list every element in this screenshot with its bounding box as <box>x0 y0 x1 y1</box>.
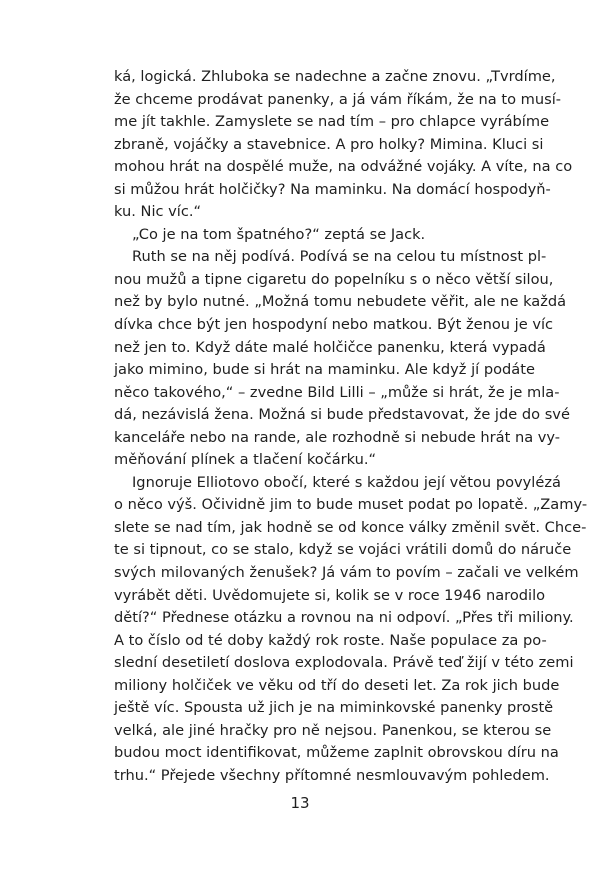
text-line: ještě víc. Spousta už jich je na miminkovské panenky prostě <box>114 699 554 717</box>
text-line: než by bylo nutné. „Možná tomu nebudete věřit, ale ne každá <box>114 293 567 311</box>
text-line: te si tipnout, co se stalo, když se vojáci vrátili domů do náruče <box>114 541 572 559</box>
text-line: dětí?“ Přednese otázku a rovnou na ni odpoví. „Přes tři miliony. <box>114 609 574 627</box>
text-line: nou mužů a tipne cigaretu do popelníku s o něco větší silou, <box>114 270 554 288</box>
text-line: me jít takhle. Zamyslete se nad tím – pro chlapce vyrábíme <box>114 113 550 131</box>
text-line: velká, ale jiné hračky pro ně nejsou. Panenkou, se kterou se <box>114 721 552 739</box>
text-line: kanceláře nebo na rande, ale rozhodně si nebude hrát na vy- <box>114 428 561 446</box>
text-line: ká, logická. Zhluboka se nadechne a začne znovu. „Tvrdíme, <box>114 68 556 85</box>
text-line: si můžou hrát holčičky? Na maminku. Na domácí hospodyň- <box>114 180 551 198</box>
text-line: měňování plínek a tlačení kočárku.“ <box>114 451 377 469</box>
text-line: slední desetiletí doslova explodovala. Právě teď žijí v této zemi <box>114 654 574 672</box>
text-line: dá, nezávislá žena. Možná si bude představovat, že jde do své <box>114 406 570 424</box>
text-line: svých milovaných ženušek? Já vám to povím – začali ve velkém <box>114 564 579 582</box>
text-line: něco takového,“ – zvedne Bild Lilli – „může si hrát, že je mla- <box>114 383 560 401</box>
body-text <box>114 66 588 788</box>
page-number: 13 <box>290 794 310 812</box>
text-line: dívka chce být jen hospodyní nebo matkou. Být ženou je víc <box>114 316 554 334</box>
text-line: trhu.“ Přejede všechny přítomné nesmlouvavým pohledem. <box>114 766 550 784</box>
text-line: Ruth se na něj podívá. Podívá se na celou tu místnost pl- <box>132 248 547 266</box>
text-line: než jen to. Když dáte malé holčičce panenku, která vypadá <box>114 338 546 356</box>
text-line: mohou hrát na dospělé muže, na odvážné vojáky. A víte, na co <box>114 158 573 176</box>
text-line: miliony holčiček ve věku od tří do deseti let. Za rok jich bude <box>114 676 560 694</box>
text-line: A to číslo od té doby každý rok roste. Naše populace za po- <box>114 631 547 649</box>
text-line: Ignoruje Elliotovo obočí, které s každou její větou povylézá <box>132 473 561 491</box>
text-line: o něco výš. Očividně jim to bude muset podat po lopatě. „Zamy- <box>114 496 588 514</box>
text-line: vyrábět děti. Uvědomujete si, kolik se v roce 1946 narodilo <box>114 586 546 604</box>
text-line: jako mimino, bude si hrát na maminku. Ale když jí podáte <box>114 361 535 379</box>
text-line: že chceme prodávat panenky, a já vám říkám, že na to musí- <box>114 90 562 108</box>
text-line: „Co je na tom špatného?“ zeptá se Jack. <box>132 225 426 243</box>
text-line: zbraně, vojáčky a stavebnice. A pro holky? Mimina. Kluci si <box>114 135 544 153</box>
text-line: slete se nad tím, jak hodně se od konce války změnil svět. Chce- <box>114 518 587 536</box>
text-line: ku. Nic víc.“ <box>114 203 202 221</box>
text-line: budou moct identifikovat, můžeme zaplnit obrovskou díru na <box>114 744 559 762</box>
